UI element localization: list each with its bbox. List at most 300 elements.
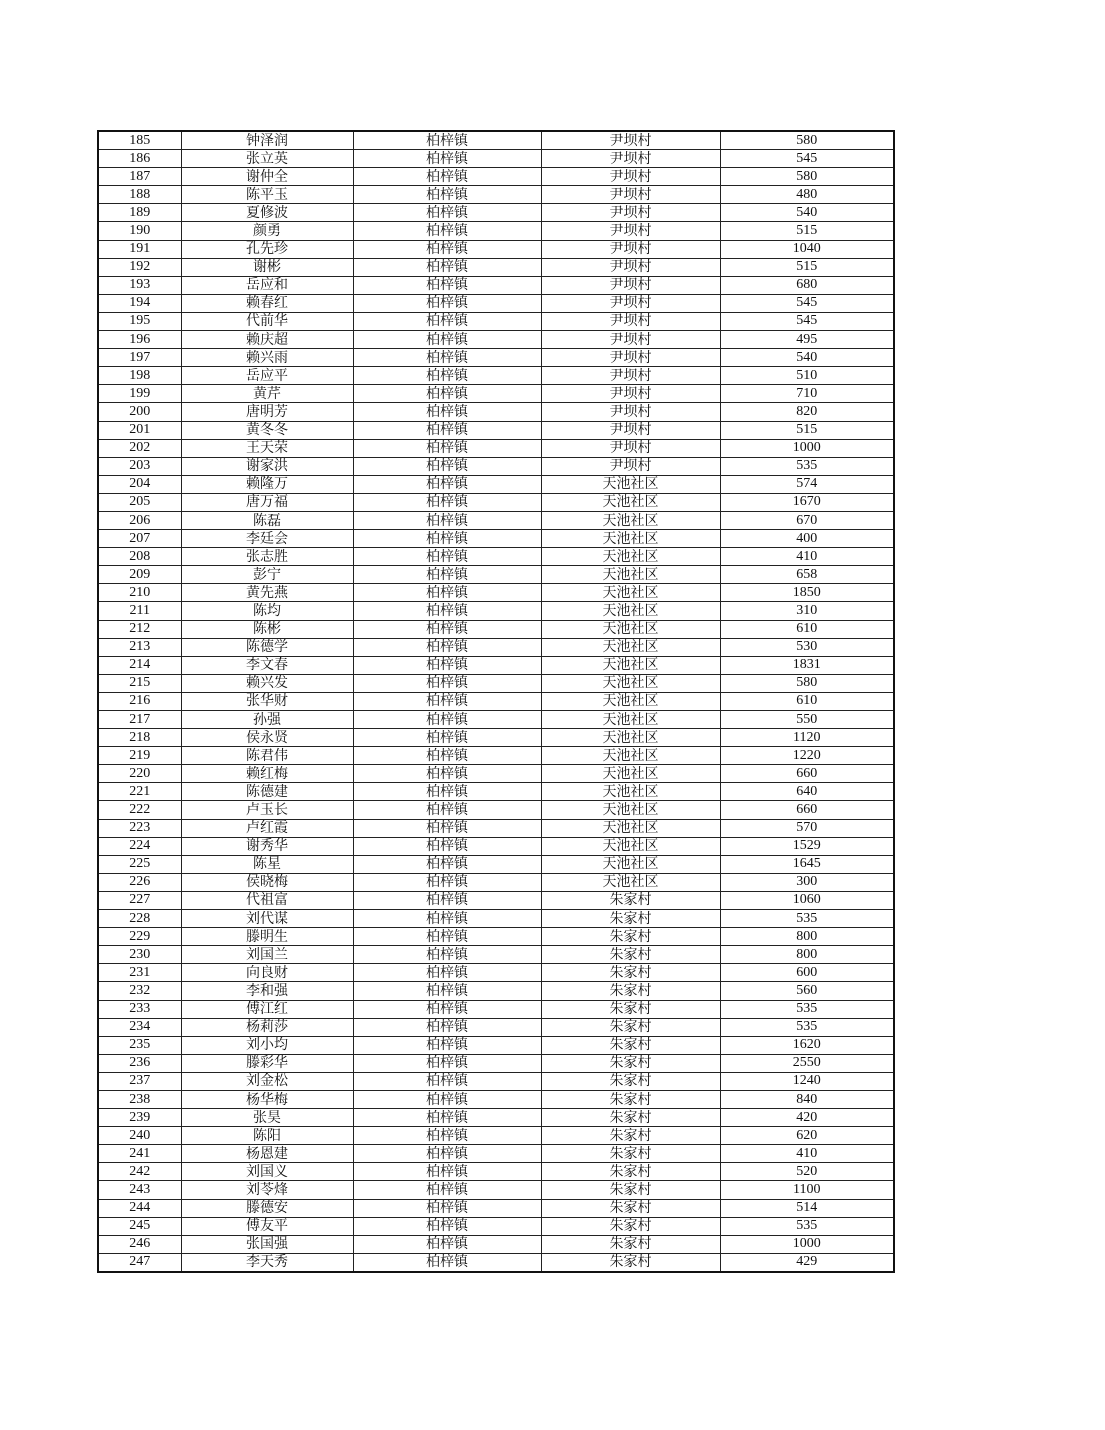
row-number-cell: 223	[98, 819, 181, 837]
amount-cell: 550	[720, 711, 894, 729]
village-cell: 朱家村	[541, 946, 720, 964]
table-row	[98, 222, 894, 240]
amount-cell: 1645	[720, 855, 894, 873]
table-row	[98, 204, 894, 222]
table-row	[98, 584, 894, 602]
table-row	[98, 530, 894, 548]
village-cell: 天池社区	[541, 711, 720, 729]
amount-cell: 820	[720, 403, 894, 421]
name-cell: 陈星	[181, 855, 353, 873]
amount-cell: 580	[720, 674, 894, 692]
name-cell: 陈德学	[181, 638, 353, 656]
amount-cell: 840	[720, 1090, 894, 1108]
town-cell: 柏梓镇	[353, 964, 541, 982]
name-cell: 陈平玉	[181, 186, 353, 204]
village-cell: 天池社区	[541, 602, 720, 620]
town-cell: 柏梓镇	[353, 131, 541, 150]
town-cell: 柏梓镇	[353, 493, 541, 511]
village-cell: 天池社区	[541, 855, 720, 873]
row-number-cell: 196	[98, 331, 181, 349]
village-cell: 朱家村	[541, 1127, 720, 1145]
table-row	[98, 186, 894, 204]
village-cell: 尹坝村	[541, 439, 720, 457]
table-row	[98, 439, 894, 457]
village-cell: 天池社区	[541, 837, 720, 855]
row-number-cell: 233	[98, 1000, 181, 1018]
table-row	[98, 1072, 894, 1090]
row-number-cell: 221	[98, 783, 181, 801]
table-row	[98, 511, 894, 529]
row-number-cell: 225	[98, 855, 181, 873]
row-number-cell: 231	[98, 964, 181, 982]
name-cell: 张昊	[181, 1109, 353, 1127]
town-cell: 柏梓镇	[353, 692, 541, 710]
amount-cell: 1240	[720, 1072, 894, 1090]
table-row	[98, 946, 894, 964]
village-cell: 尹坝村	[541, 294, 720, 312]
table-row	[98, 294, 894, 312]
village-cell: 朱家村	[541, 1145, 720, 1163]
table-row	[98, 855, 894, 873]
table-row	[98, 1054, 894, 1072]
name-cell: 谢仲全	[181, 168, 353, 186]
amount-cell: 545	[720, 312, 894, 330]
amount-cell: 514	[720, 1199, 894, 1217]
village-cell: 天池社区	[541, 620, 720, 638]
table-row	[98, 385, 894, 403]
town-cell: 柏梓镇	[353, 367, 541, 385]
name-cell: 谢秀华	[181, 837, 353, 855]
row-number-cell: 204	[98, 475, 181, 493]
village-cell: 天池社区	[541, 638, 720, 656]
row-number-cell: 238	[98, 1090, 181, 1108]
amount-cell: 610	[720, 692, 894, 710]
name-cell: 岳应平	[181, 367, 353, 385]
town-cell: 柏梓镇	[353, 349, 541, 367]
name-cell: 赖兴发	[181, 674, 353, 692]
town-cell: 柏梓镇	[353, 530, 541, 548]
name-cell: 刘苓烽	[181, 1181, 353, 1199]
amount-cell: 515	[720, 421, 894, 439]
table-row	[98, 783, 894, 801]
name-cell: 王天荣	[181, 439, 353, 457]
village-cell: 天池社区	[541, 511, 720, 529]
row-number-cell: 236	[98, 1054, 181, 1072]
town-cell: 柏梓镇	[353, 891, 541, 909]
name-cell: 代前华	[181, 312, 353, 330]
town-cell: 柏梓镇	[353, 204, 541, 222]
amount-cell: 710	[720, 385, 894, 403]
name-cell: 李廷会	[181, 530, 353, 548]
town-cell: 柏梓镇	[353, 1181, 541, 1199]
table-row	[98, 964, 894, 982]
name-cell: 唐万福	[181, 493, 353, 511]
row-number-cell: 241	[98, 1145, 181, 1163]
village-cell: 天池社区	[541, 873, 720, 891]
town-cell: 柏梓镇	[353, 548, 541, 566]
town-cell: 柏梓镇	[353, 819, 541, 837]
table-row	[98, 1199, 894, 1217]
row-number-cell: 211	[98, 602, 181, 620]
row-number-cell: 199	[98, 385, 181, 403]
name-cell: 颜勇	[181, 222, 353, 240]
table-row	[98, 566, 894, 584]
table-row	[98, 674, 894, 692]
town-cell: 柏梓镇	[353, 1127, 541, 1145]
row-number-cell: 239	[98, 1109, 181, 1127]
row-number-cell: 213	[98, 638, 181, 656]
amount-cell: 495	[720, 331, 894, 349]
amount-cell: 600	[720, 964, 894, 982]
table-row	[98, 1127, 894, 1145]
row-number-cell: 197	[98, 349, 181, 367]
town-cell: 柏梓镇	[353, 747, 541, 765]
town-cell: 柏梓镇	[353, 873, 541, 891]
name-cell: 侯永贤	[181, 729, 353, 747]
town-cell: 柏梓镇	[353, 801, 541, 819]
amount-cell: 640	[720, 783, 894, 801]
village-cell: 天池社区	[541, 783, 720, 801]
row-number-cell: 216	[98, 692, 181, 710]
row-number-cell: 243	[98, 1181, 181, 1199]
village-cell: 天池社区	[541, 819, 720, 837]
amount-cell: 1831	[720, 656, 894, 674]
village-cell: 天池社区	[541, 566, 720, 584]
name-cell: 张立英	[181, 150, 353, 168]
town-cell: 柏梓镇	[353, 1145, 541, 1163]
town-cell: 柏梓镇	[353, 1018, 541, 1036]
name-cell: 滕德安	[181, 1199, 353, 1217]
table-row	[98, 1253, 894, 1272]
amount-cell: 540	[720, 204, 894, 222]
amount-cell: 1120	[720, 729, 894, 747]
name-cell: 杨恩建	[181, 1145, 353, 1163]
row-number-cell: 202	[98, 439, 181, 457]
village-cell: 尹坝村	[541, 258, 720, 276]
town-cell: 柏梓镇	[353, 1054, 541, 1072]
row-number-cell: 194	[98, 294, 181, 312]
name-cell: 陈均	[181, 602, 353, 620]
village-cell: 朱家村	[541, 1018, 720, 1036]
row-number-cell: 185	[98, 131, 181, 150]
village-cell: 朱家村	[541, 910, 720, 928]
village-cell: 天池社区	[541, 765, 720, 783]
table-row	[98, 1000, 894, 1018]
name-cell: 侯晓梅	[181, 873, 353, 891]
name-cell: 傅友平	[181, 1217, 353, 1235]
table-row	[98, 1163, 894, 1181]
row-number-cell: 219	[98, 747, 181, 765]
village-cell: 朱家村	[541, 1181, 720, 1199]
name-cell: 黄先燕	[181, 584, 353, 602]
town-cell: 柏梓镇	[353, 584, 541, 602]
table-row	[98, 1181, 894, 1199]
table-row	[98, 891, 894, 909]
name-cell: 滕明生	[181, 928, 353, 946]
town-cell: 柏梓镇	[353, 1163, 541, 1181]
amount-cell: 535	[720, 1018, 894, 1036]
town-cell: 柏梓镇	[353, 638, 541, 656]
town-cell: 柏梓镇	[353, 457, 541, 475]
name-cell: 赖隆万	[181, 475, 353, 493]
name-cell: 李文春	[181, 656, 353, 674]
row-number-cell: 245	[98, 1217, 181, 1235]
name-cell: 刘国义	[181, 1163, 353, 1181]
row-number-cell: 232	[98, 982, 181, 1000]
village-cell: 尹坝村	[541, 385, 720, 403]
amount-cell: 410	[720, 1145, 894, 1163]
town-cell: 柏梓镇	[353, 258, 541, 276]
table-row	[98, 1018, 894, 1036]
row-number-cell: 227	[98, 891, 181, 909]
town-cell: 柏梓镇	[353, 1000, 541, 1018]
name-cell: 彭宁	[181, 566, 353, 584]
amount-cell: 530	[720, 638, 894, 656]
table-row	[98, 982, 894, 1000]
amount-cell: 1620	[720, 1036, 894, 1054]
table-row	[98, 711, 894, 729]
amount-cell: 480	[720, 186, 894, 204]
row-number-cell: 191	[98, 240, 181, 258]
table-row	[98, 331, 894, 349]
table-row	[98, 312, 894, 330]
village-cell: 尹坝村	[541, 222, 720, 240]
village-cell: 天池社区	[541, 729, 720, 747]
town-cell: 柏梓镇	[353, 222, 541, 240]
table-row	[98, 150, 894, 168]
village-cell: 天池社区	[541, 801, 720, 819]
table-row	[98, 1090, 894, 1108]
town-cell: 柏梓镇	[353, 1109, 541, 1127]
name-cell: 赖庆超	[181, 331, 353, 349]
town-cell: 柏梓镇	[353, 150, 541, 168]
table-row	[98, 729, 894, 747]
table-row	[98, 819, 894, 837]
name-cell: 卢玉长	[181, 801, 353, 819]
name-cell: 张国强	[181, 1235, 353, 1253]
town-cell: 柏梓镇	[353, 729, 541, 747]
row-number-cell: 203	[98, 457, 181, 475]
table-row	[98, 656, 894, 674]
name-cell: 陈磊	[181, 511, 353, 529]
table-row	[98, 747, 894, 765]
table-row	[98, 1145, 894, 1163]
row-number-cell: 244	[98, 1199, 181, 1217]
town-cell: 柏梓镇	[353, 855, 541, 873]
name-cell: 傅江红	[181, 1000, 353, 1018]
table-row	[98, 692, 894, 710]
name-cell: 陈彬	[181, 620, 353, 638]
amount-cell: 1060	[720, 891, 894, 909]
village-cell: 尹坝村	[541, 131, 720, 150]
village-cell: 天池社区	[541, 493, 720, 511]
town-cell: 柏梓镇	[353, 946, 541, 964]
row-number-cell: 189	[98, 204, 181, 222]
row-number-cell: 200	[98, 403, 181, 421]
row-number-cell: 215	[98, 674, 181, 692]
amount-cell: 658	[720, 566, 894, 584]
town-cell: 柏梓镇	[353, 331, 541, 349]
row-number-cell: 240	[98, 1127, 181, 1145]
amount-cell: 429	[720, 1253, 894, 1272]
row-number-cell: 208	[98, 548, 181, 566]
row-number-cell: 186	[98, 150, 181, 168]
amount-cell: 515	[720, 258, 894, 276]
village-cell: 朱家村	[541, 1199, 720, 1217]
amount-cell: 1220	[720, 747, 894, 765]
village-cell: 朱家村	[541, 1036, 720, 1054]
name-cell: 赖兴雨	[181, 349, 353, 367]
name-cell: 张华财	[181, 692, 353, 710]
village-cell: 天池社区	[541, 530, 720, 548]
village-cell: 天池社区	[541, 674, 720, 692]
name-cell: 谢家洪	[181, 457, 353, 475]
table-row	[98, 421, 894, 439]
table-row	[98, 131, 894, 150]
amount-cell: 1000	[720, 439, 894, 457]
name-cell: 孙强	[181, 711, 353, 729]
name-cell: 赖春红	[181, 294, 353, 312]
town-cell: 柏梓镇	[353, 783, 541, 801]
village-cell: 尹坝村	[541, 240, 720, 258]
row-number-cell: 201	[98, 421, 181, 439]
village-cell: 天池社区	[541, 548, 720, 566]
row-number-cell: 218	[98, 729, 181, 747]
town-cell: 柏梓镇	[353, 656, 541, 674]
name-cell: 滕彩华	[181, 1054, 353, 1072]
name-cell: 孔先珍	[181, 240, 353, 258]
name-cell: 陈德建	[181, 783, 353, 801]
village-cell: 尹坝村	[541, 186, 720, 204]
name-cell: 钟泽润	[181, 131, 353, 150]
name-cell: 黄冬冬	[181, 421, 353, 439]
amount-cell: 1000	[720, 1235, 894, 1253]
table-row	[98, 1109, 894, 1127]
table-row	[98, 349, 894, 367]
amount-cell: 620	[720, 1127, 894, 1145]
amount-cell: 535	[720, 910, 894, 928]
village-cell: 尹坝村	[541, 312, 720, 330]
amount-cell: 535	[720, 1217, 894, 1235]
row-number-cell: 228	[98, 910, 181, 928]
village-cell: 尹坝村	[541, 204, 720, 222]
name-cell: 刘金松	[181, 1072, 353, 1090]
town-cell: 柏梓镇	[353, 421, 541, 439]
amount-cell: 1529	[720, 837, 894, 855]
name-cell: 唐明芳	[181, 403, 353, 421]
table-row	[98, 602, 894, 620]
amount-cell: 515	[720, 222, 894, 240]
amount-cell: 1850	[720, 584, 894, 602]
amount-cell: 1100	[720, 1181, 894, 1199]
row-number-cell: 214	[98, 656, 181, 674]
table-row	[98, 1235, 894, 1253]
name-cell: 黄芹	[181, 385, 353, 403]
amount-cell: 574	[720, 475, 894, 493]
village-cell: 朱家村	[541, 982, 720, 1000]
amount-cell: 410	[720, 548, 894, 566]
row-number-cell: 226	[98, 873, 181, 891]
amount-cell: 510	[720, 367, 894, 385]
table-row	[98, 837, 894, 855]
village-cell: 尹坝村	[541, 150, 720, 168]
name-cell: 岳应和	[181, 276, 353, 294]
town-cell: 柏梓镇	[353, 928, 541, 946]
village-cell: 尹坝村	[541, 168, 720, 186]
village-cell: 尹坝村	[541, 349, 720, 367]
amount-cell: 535	[720, 457, 894, 475]
name-cell: 卢红霞	[181, 819, 353, 837]
data-table	[97, 130, 895, 1273]
amount-cell: 535	[720, 1000, 894, 1018]
name-cell: 夏修波	[181, 204, 353, 222]
village-cell: 朱家村	[541, 891, 720, 909]
name-cell: 陈阳	[181, 1127, 353, 1145]
village-cell: 朱家村	[541, 1163, 720, 1181]
row-number-cell: 220	[98, 765, 181, 783]
amount-cell: 580	[720, 168, 894, 186]
row-number-cell: 192	[98, 258, 181, 276]
amount-cell: 420	[720, 1109, 894, 1127]
table-row	[98, 493, 894, 511]
row-number-cell: 247	[98, 1253, 181, 1272]
row-number-cell: 195	[98, 312, 181, 330]
town-cell: 柏梓镇	[353, 566, 541, 584]
town-cell: 柏梓镇	[353, 837, 541, 855]
table-row	[98, 1217, 894, 1235]
amount-cell: 580	[720, 131, 894, 150]
town-cell: 柏梓镇	[353, 982, 541, 1000]
town-cell: 柏梓镇	[353, 186, 541, 204]
table-row	[98, 457, 894, 475]
town-cell: 柏梓镇	[353, 475, 541, 493]
row-number-cell: 212	[98, 620, 181, 638]
village-cell: 朱家村	[541, 1253, 720, 1272]
row-number-cell: 217	[98, 711, 181, 729]
row-number-cell: 229	[98, 928, 181, 946]
amount-cell: 400	[720, 530, 894, 548]
village-cell: 朱家村	[541, 1054, 720, 1072]
row-number-cell: 190	[98, 222, 181, 240]
town-cell: 柏梓镇	[353, 276, 541, 294]
town-cell: 柏梓镇	[353, 240, 541, 258]
row-number-cell: 198	[98, 367, 181, 385]
name-cell: 张志胜	[181, 548, 353, 566]
amount-cell: 520	[720, 1163, 894, 1181]
table-row	[98, 638, 894, 656]
amount-cell: 1670	[720, 493, 894, 511]
town-cell: 柏梓镇	[353, 1235, 541, 1253]
name-cell: 刘代谋	[181, 910, 353, 928]
name-cell: 李天秀	[181, 1253, 353, 1272]
amount-cell: 800	[720, 928, 894, 946]
table-row	[98, 801, 894, 819]
town-cell: 柏梓镇	[353, 385, 541, 403]
name-cell: 陈君伟	[181, 747, 353, 765]
name-cell: 杨华梅	[181, 1090, 353, 1108]
amount-cell: 800	[720, 946, 894, 964]
amount-cell: 1040	[720, 240, 894, 258]
village-cell: 尹坝村	[541, 331, 720, 349]
town-cell: 柏梓镇	[353, 1199, 541, 1217]
town-cell: 柏梓镇	[353, 312, 541, 330]
village-cell: 尹坝村	[541, 421, 720, 439]
name-cell: 李和强	[181, 982, 353, 1000]
amount-cell: 545	[720, 294, 894, 312]
village-cell: 朱家村	[541, 1109, 720, 1127]
name-cell: 赖红梅	[181, 765, 353, 783]
village-cell: 天池社区	[541, 475, 720, 493]
